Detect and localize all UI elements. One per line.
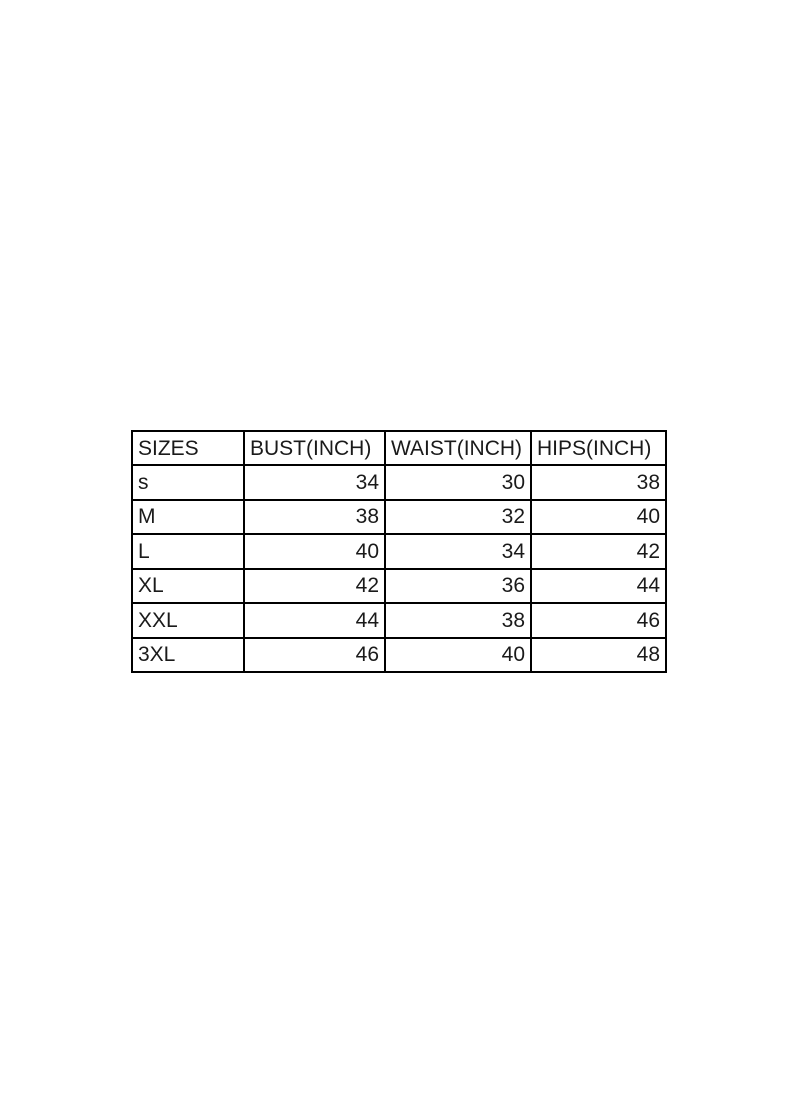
table-row-l	[132, 534, 666, 569]
column-header-hips: HIPS(INCH)	[531, 431, 666, 465]
table-row-s	[132, 465, 666, 500]
waist-value: 30	[385, 465, 531, 500]
bust-value: 40	[244, 534, 385, 569]
hips-value: 40	[531, 500, 666, 535]
size-label: L	[132, 534, 244, 569]
hips-value: 48	[531, 638, 666, 673]
bust-value: 44	[244, 603, 385, 638]
waist-value: 34	[385, 534, 531, 569]
bust-value: 34	[244, 465, 385, 500]
size-label: s	[132, 465, 244, 500]
hips-value: 38	[531, 465, 666, 500]
hips-value: 46	[531, 603, 666, 638]
waist-value: 36	[385, 569, 531, 604]
size-label: XL	[132, 569, 244, 604]
size-label: XXL	[132, 603, 244, 638]
table-row-xxl	[132, 603, 666, 638]
column-header-waist: WAIST(INCH)	[385, 431, 531, 465]
hips-value: 42	[531, 534, 666, 569]
bust-value: 38	[244, 500, 385, 535]
header-row	[132, 431, 666, 465]
waist-value: 38	[385, 603, 531, 638]
size-chart-table	[131, 430, 667, 673]
waist-value: 32	[385, 500, 531, 535]
bust-value: 46	[244, 638, 385, 673]
table-row-xl	[132, 569, 666, 604]
table-row-3xl	[132, 638, 666, 673]
waist-value: 40	[385, 638, 531, 673]
size-label: M	[132, 500, 244, 535]
bust-value: 42	[244, 569, 385, 604]
size-label: 3XL	[132, 638, 244, 673]
table-row-m	[132, 500, 666, 535]
column-header-sizes: SIZES	[132, 431, 244, 465]
hips-value: 44	[531, 569, 666, 604]
column-header-bust: BUST(INCH)	[244, 431, 385, 465]
